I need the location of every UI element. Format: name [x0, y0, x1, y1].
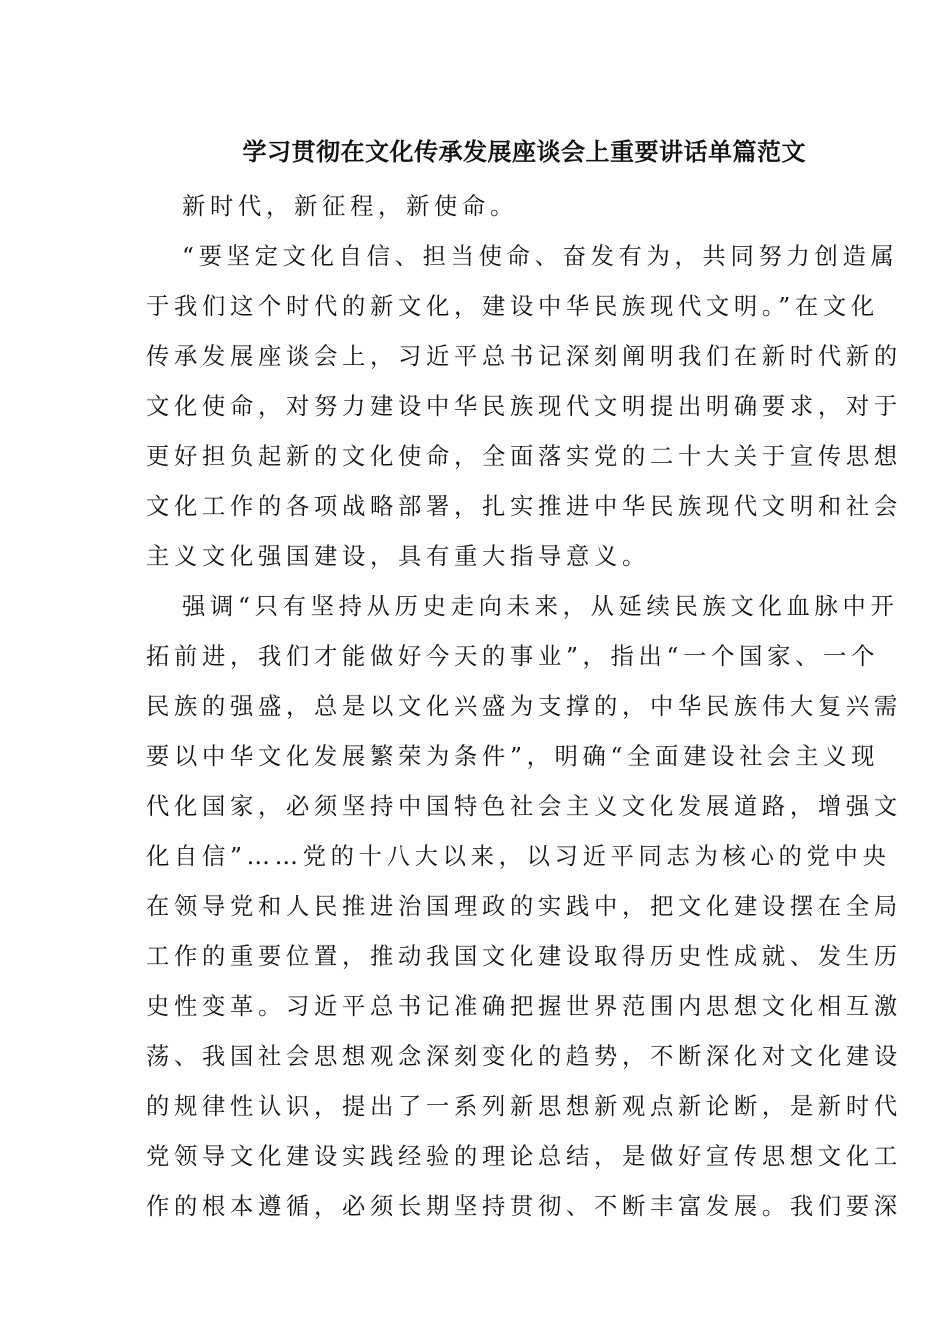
paragraph-3-line-10: 荡、我国社会思想观念深刻变化的趋势，不断深化对文化建设 [146, 1043, 902, 1070]
paragraph-3-line-9: 史性变革。习近平总书记准确把握世界范围内思想文化相互激 [146, 993, 902, 1020]
paragraph-3-line-3: 民族的强盛，总是以文化兴盛为支撑的，中华民族伟大复兴需 [146, 693, 902, 720]
paragraph-3-line-11: 的规律性认识，提出了一系列新思想新观点新论断，是新时代 [146, 1093, 902, 1120]
paragraph-1-line-1: 新时代，新征程，新使命。 [182, 193, 518, 220]
paragraph-2-line-2: 于我们这个时代的新文化，建设中华民族现代文明。”在文化 [146, 293, 879, 320]
paragraph-3-line-5: 代化国家，必须坚持中国特色社会主义文化发展道路，增强文 [146, 793, 902, 820]
paragraph-2-line-1: “要坚定文化自信、担当使命、奋发有为，共同努力创造属 [182, 243, 899, 270]
paragraph-2-line-6: 文化工作的各项战略部署，扎实推进中华民族现代文明和社会 [146, 493, 902, 520]
paragraph-2-line-7: 主义文化强国建设，具有重大指导意义。 [146, 543, 650, 570]
paragraph-2-line-4: 文化使命，对努力建设中华民族现代文明提出明确要求，对于 [146, 393, 902, 420]
paragraph-3-line-7: 在领导党和人民推进治国理政的实践中，把文化建设摆在全局 [146, 893, 902, 920]
paragraph-3-line-6: 化自信”……党的十八大以来，以习近平同志为核心的党中央 [146, 843, 891, 870]
paragraph-3-line-12: 党领导文化建设实践经验的理论总结，是做好宣传思想文化工 [146, 1143, 902, 1170]
document-title: 学习贯彻在文化传承发展座谈会上重要讲话单篇范文 [242, 138, 806, 166]
paragraph-3-line-8: 工作的重要位置，推动我国文化建设取得历史性成就、发生历 [146, 943, 902, 970]
paragraph-3-line-13: 作的根本遵循，必须长期坚持贯彻、不断丰富发展。我们要深 [146, 1193, 902, 1220]
paragraph-3-line-4: 要以中华文化发展繁荣为条件”，明确“全面建设社会主义现 [146, 743, 880, 770]
paragraph-3-line-2: 拓前进，我们才能做好今天的事业”，指出“一个国家、一个 [146, 643, 880, 670]
paragraph-2-line-5: 更好担负起新的文化使命，全面落实党的二十大关于宣传思想 [146, 443, 902, 470]
paragraph-3-line-1: 强调“只有坚持从历史走向未来，从延续民族文化血脉中开 [182, 593, 899, 620]
document-body [146, 182, 902, 1232]
paragraph-2-line-3: 传承发展座谈会上，习近平总书记深刻阐明我们在新时代新的 [146, 343, 902, 370]
